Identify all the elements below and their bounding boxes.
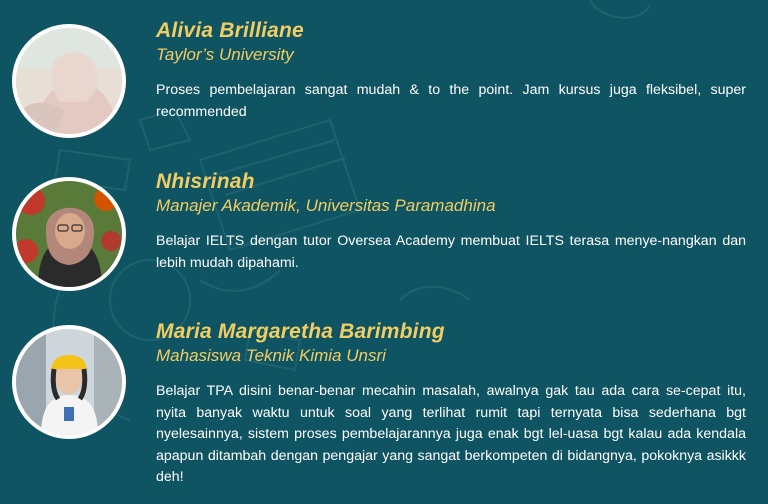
testimonial-quote: Belajar TPA disini benar-benar mecahin masalah, awalnya gak tau ada cara se-cepat itu, nyita banyak waktu untuk soal yang terlihat rumit tapi ternyata bisa sederhana bgt nyelesainnya, sistem proses pembelajarannya juga enak bgt lel-uasa bgt kalau ada kendala apapun ditambah dengan pengajar yang sangat berkompeten di bidangnya, pokoknya asikkk deh! (156, 383, 746, 485)
avatar-photo (16, 181, 122, 287)
avatar (12, 177, 126, 291)
avatar-photo (16, 329, 122, 435)
avatar-photo (16, 28, 122, 134)
testimonial-quote: Belajar IELTS dengan tutor Oversea Academy membuat IELTS terasa menye-nangkan dan lebih mudah dipahami. (156, 233, 746, 271)
testimonial-organization: Mahasiswa Teknik Kimia Unsri (156, 346, 386, 365)
testimonial-organization: Taylor’s University (156, 45, 294, 64)
avatar (12, 325, 126, 439)
testimonial-name: Alivia Brilliane (156, 19, 304, 42)
avatar (12, 24, 126, 138)
testimonial-quote: Proses pembelajaran sangat mudah & to the point. Jam kursus juga fleksibel, super recommended (156, 82, 746, 120)
testimonial-name: Nhisrinah (156, 170, 255, 193)
testimonial-name: Maria Margaretha Barimbing (156, 320, 445, 343)
testimonial-organization: Manajer Akademik, Universitas Paramadhina (156, 196, 496, 215)
